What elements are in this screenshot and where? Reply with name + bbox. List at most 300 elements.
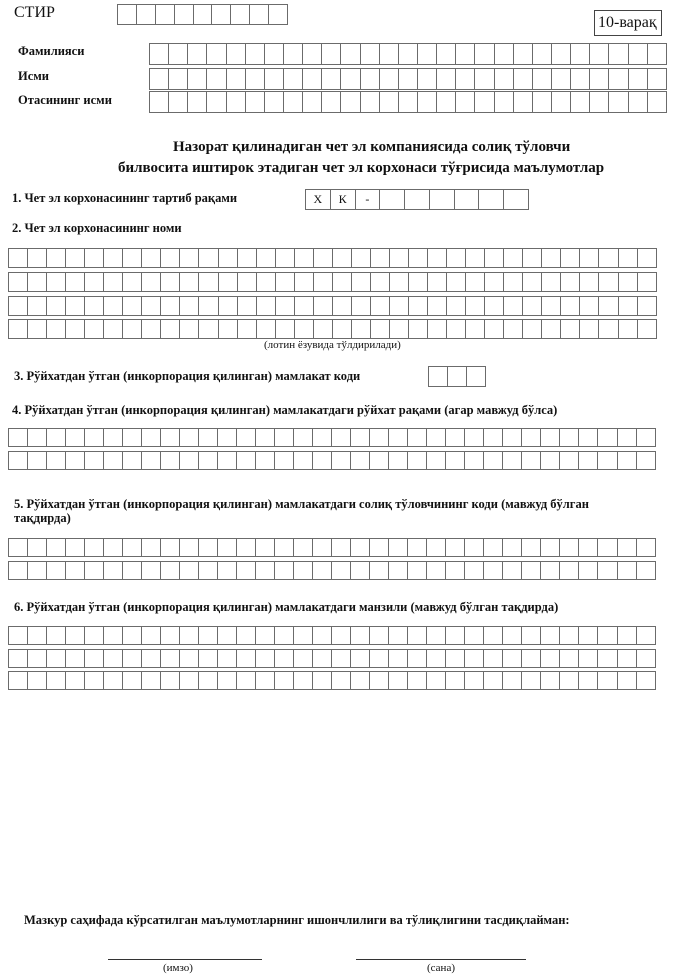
input-cell[interactable] bbox=[465, 319, 485, 339]
input-cell[interactable] bbox=[578, 671, 598, 690]
input-cell[interactable] bbox=[426, 626, 446, 645]
input-cell[interactable] bbox=[445, 649, 465, 668]
input-cell[interactable] bbox=[313, 319, 333, 339]
input-cell[interactable] bbox=[408, 272, 428, 292]
input-cell[interactable] bbox=[436, 68, 456, 90]
field2-row2-cells[interactable] bbox=[8, 272, 657, 292]
input-cell[interactable] bbox=[27, 671, 47, 690]
input-cell[interactable] bbox=[46, 451, 66, 470]
input-cell[interactable] bbox=[578, 428, 598, 447]
input-cell[interactable] bbox=[274, 428, 294, 447]
input-cell[interactable] bbox=[636, 626, 656, 645]
field5-row2-cells[interactable] bbox=[8, 561, 656, 580]
input-cell[interactable] bbox=[559, 428, 579, 447]
input-cell[interactable] bbox=[404, 189, 430, 210]
input-cell[interactable] bbox=[255, 649, 275, 668]
input-cell[interactable] bbox=[8, 428, 28, 447]
input-cell[interactable] bbox=[141, 538, 161, 557]
input-cell[interactable] bbox=[122, 248, 142, 268]
input-cell[interactable] bbox=[445, 671, 465, 690]
input-cell[interactable] bbox=[198, 428, 218, 447]
input-cell[interactable] bbox=[8, 649, 28, 668]
input-cell[interactable] bbox=[388, 649, 408, 668]
input-cell[interactable] bbox=[483, 451, 503, 470]
input-cell[interactable] bbox=[168, 68, 188, 90]
input-cell[interactable] bbox=[103, 538, 123, 557]
input-cell[interactable] bbox=[65, 319, 85, 339]
input-cell[interactable] bbox=[217, 626, 237, 645]
input-cell[interactable] bbox=[206, 43, 226, 65]
input-cell[interactable] bbox=[122, 428, 142, 447]
input-cell[interactable] bbox=[65, 248, 85, 268]
input-cell[interactable] bbox=[618, 248, 638, 268]
input-cell[interactable] bbox=[427, 272, 447, 292]
input-cell[interactable] bbox=[617, 671, 637, 690]
input-cell[interactable] bbox=[46, 272, 66, 292]
field2-row4-cells[interactable] bbox=[8, 319, 657, 339]
input-cell[interactable] bbox=[217, 671, 237, 690]
input-cell[interactable] bbox=[466, 366, 486, 387]
input-cell[interactable] bbox=[193, 4, 213, 25]
input-cell[interactable] bbox=[249, 4, 269, 25]
input-cell[interactable] bbox=[198, 272, 218, 292]
input-cell[interactable] bbox=[84, 671, 104, 690]
input-cell[interactable] bbox=[237, 248, 257, 268]
input-cell[interactable] bbox=[65, 561, 85, 580]
input-cell[interactable] bbox=[426, 671, 446, 690]
input-cell[interactable] bbox=[117, 4, 137, 25]
input-cell[interactable] bbox=[370, 248, 390, 268]
input-cell[interactable] bbox=[597, 561, 617, 580]
input-cell[interactable] bbox=[560, 319, 580, 339]
input-cell[interactable] bbox=[350, 428, 370, 447]
input-cell[interactable] bbox=[618, 319, 638, 339]
field4-row2-cells[interactable] bbox=[8, 451, 656, 470]
input-cell[interactable] bbox=[179, 561, 199, 580]
input-cell[interactable] bbox=[369, 671, 389, 690]
input-cell[interactable] bbox=[608, 43, 628, 65]
input-cell[interactable] bbox=[293, 538, 313, 557]
input-cell[interactable] bbox=[445, 538, 465, 557]
input-cell[interactable] bbox=[217, 428, 237, 447]
input-cell[interactable] bbox=[8, 296, 28, 316]
input-cell[interactable] bbox=[255, 428, 275, 447]
input-cell[interactable] bbox=[522, 248, 542, 268]
input-cell[interactable] bbox=[65, 649, 85, 668]
input-cell[interactable] bbox=[446, 319, 466, 339]
input-cell[interactable] bbox=[122, 319, 142, 339]
input-cell[interactable] bbox=[255, 671, 275, 690]
input-cell[interactable] bbox=[255, 538, 275, 557]
field6-row2-cells[interactable] bbox=[8, 649, 656, 668]
input-cell[interactable] bbox=[351, 248, 371, 268]
input-cell[interactable] bbox=[218, 319, 238, 339]
input-cell[interactable] bbox=[494, 68, 514, 90]
input-cell[interactable] bbox=[141, 649, 161, 668]
input-cell[interactable] bbox=[464, 538, 484, 557]
input-cell[interactable] bbox=[103, 626, 123, 645]
input-cell[interactable] bbox=[597, 649, 617, 668]
input-cell[interactable] bbox=[46, 248, 66, 268]
input-cell[interactable] bbox=[340, 91, 360, 113]
input-cell[interactable] bbox=[503, 272, 523, 292]
input-cell[interactable] bbox=[407, 428, 427, 447]
input-cell[interactable] bbox=[426, 451, 446, 470]
input-cell[interactable] bbox=[293, 428, 313, 447]
input-cell[interactable] bbox=[484, 319, 504, 339]
input-cell[interactable] bbox=[302, 68, 322, 90]
input-cell[interactable] bbox=[578, 626, 598, 645]
input-cell[interactable] bbox=[464, 649, 484, 668]
input-cell[interactable] bbox=[218, 272, 238, 292]
input-cell[interactable] bbox=[388, 626, 408, 645]
input-cell[interactable] bbox=[589, 91, 609, 113]
input-cell[interactable] bbox=[559, 626, 579, 645]
input-cell[interactable] bbox=[8, 561, 28, 580]
input-cell[interactable] bbox=[388, 428, 408, 447]
input-cell[interactable] bbox=[597, 538, 617, 557]
input-cell[interactable] bbox=[427, 248, 447, 268]
input-cell[interactable] bbox=[84, 428, 104, 447]
input-cell[interactable] bbox=[617, 561, 637, 580]
stir-input-cells[interactable] bbox=[117, 4, 288, 25]
input-cell[interactable] bbox=[332, 319, 352, 339]
input-cell[interactable] bbox=[141, 671, 161, 690]
input-cell[interactable] bbox=[8, 248, 28, 268]
field2-row3-cells[interactable] bbox=[8, 296, 657, 316]
input-cell[interactable] bbox=[331, 428, 351, 447]
input-cell[interactable] bbox=[103, 561, 123, 580]
input-cell[interactable] bbox=[217, 561, 237, 580]
input-cell[interactable] bbox=[198, 671, 218, 690]
input-cell[interactable] bbox=[274, 626, 294, 645]
input-cell[interactable] bbox=[103, 649, 123, 668]
input-cell[interactable] bbox=[331, 561, 351, 580]
input-cell[interactable] bbox=[283, 68, 303, 90]
input-cell[interactable] bbox=[579, 248, 599, 268]
input-cell[interactable] bbox=[541, 296, 561, 316]
input-cell[interactable] bbox=[484, 248, 504, 268]
input-cell[interactable] bbox=[464, 451, 484, 470]
input-cell[interactable] bbox=[283, 43, 303, 65]
input-cell[interactable] bbox=[637, 296, 657, 316]
input-cell[interactable] bbox=[275, 248, 295, 268]
input-cell[interactable] bbox=[560, 248, 580, 268]
input-cell[interactable] bbox=[360, 43, 380, 65]
input-cell[interactable] bbox=[179, 649, 199, 668]
input-cell[interactable] bbox=[293, 561, 313, 580]
input-cell[interactable] bbox=[179, 428, 199, 447]
input-cell[interactable] bbox=[198, 319, 218, 339]
input-cell[interactable] bbox=[198, 649, 218, 668]
input-cell[interactable] bbox=[46, 626, 66, 645]
input-cell[interactable] bbox=[27, 538, 47, 557]
input-cell[interactable] bbox=[350, 649, 370, 668]
input-cell[interactable] bbox=[360, 91, 380, 113]
input-cell[interactable] bbox=[445, 428, 465, 447]
input-cell[interactable] bbox=[122, 296, 142, 316]
input-cell[interactable] bbox=[226, 43, 246, 65]
input-cell[interactable] bbox=[455, 68, 475, 90]
input-cell[interactable] bbox=[369, 649, 389, 668]
input-cell[interactable] bbox=[312, 428, 332, 447]
input-cell[interactable] bbox=[636, 428, 656, 447]
input-cell[interactable] bbox=[522, 272, 542, 292]
input-cell[interactable] bbox=[236, 626, 256, 645]
input-cell[interactable] bbox=[160, 538, 180, 557]
input-cell[interactable] bbox=[274, 538, 294, 557]
input-cell[interactable] bbox=[155, 4, 175, 25]
input-cell[interactable] bbox=[283, 91, 303, 113]
input-cell[interactable] bbox=[559, 671, 579, 690]
input-cell[interactable] bbox=[294, 248, 314, 268]
input-cell[interactable] bbox=[637, 248, 657, 268]
input-cell[interactable] bbox=[407, 626, 427, 645]
input-cell[interactable] bbox=[474, 68, 494, 90]
input-cell[interactable] bbox=[274, 649, 294, 668]
input-cell[interactable] bbox=[103, 319, 123, 339]
input-cell[interactable] bbox=[293, 626, 313, 645]
input-cell[interactable] bbox=[294, 319, 314, 339]
input-cell[interactable] bbox=[407, 561, 427, 580]
input-cell[interactable] bbox=[237, 272, 257, 292]
input-cell[interactable] bbox=[198, 561, 218, 580]
input-cell[interactable] bbox=[27, 561, 47, 580]
input-cell[interactable] bbox=[179, 671, 199, 690]
input-cell[interactable] bbox=[578, 538, 598, 557]
input-cell[interactable] bbox=[275, 319, 295, 339]
input-cell[interactable]: К bbox=[330, 189, 356, 210]
input-cell[interactable] bbox=[141, 319, 161, 339]
input-cell[interactable] bbox=[618, 272, 638, 292]
input-cell[interactable] bbox=[65, 296, 85, 316]
input-cell[interactable] bbox=[268, 4, 288, 25]
input-cell[interactable] bbox=[27, 451, 47, 470]
input-cell[interactable] bbox=[46, 428, 66, 447]
input-cell[interactable] bbox=[103, 248, 123, 268]
input-cell[interactable] bbox=[428, 366, 448, 387]
input-cell[interactable] bbox=[503, 319, 523, 339]
input-cell[interactable] bbox=[579, 272, 599, 292]
input-cell[interactable] bbox=[389, 319, 409, 339]
input-cell[interactable] bbox=[647, 91, 667, 113]
input-cell[interactable] bbox=[256, 248, 276, 268]
input-cell[interactable] bbox=[226, 91, 246, 113]
input-cell[interactable] bbox=[313, 272, 333, 292]
surname-input-cells[interactable] bbox=[149, 43, 667, 65]
input-cell[interactable] bbox=[103, 296, 123, 316]
input-cell[interactable] bbox=[540, 671, 560, 690]
input-cell[interactable] bbox=[256, 272, 276, 292]
input-cell[interactable] bbox=[160, 248, 180, 268]
input-cell[interactable] bbox=[484, 296, 504, 316]
input-cell[interactable] bbox=[483, 538, 503, 557]
input-cell[interactable] bbox=[332, 248, 352, 268]
input-cell[interactable] bbox=[8, 671, 28, 690]
input-cell[interactable] bbox=[198, 538, 218, 557]
input-cell[interactable] bbox=[617, 649, 637, 668]
input-cell[interactable] bbox=[598, 319, 618, 339]
input-cell[interactable] bbox=[559, 538, 579, 557]
input-cell[interactable] bbox=[483, 671, 503, 690]
input-cell[interactable] bbox=[388, 561, 408, 580]
input-cell[interactable] bbox=[578, 649, 598, 668]
input-cell[interactable] bbox=[65, 428, 85, 447]
input-cell[interactable] bbox=[636, 671, 656, 690]
input-cell[interactable] bbox=[407, 671, 427, 690]
input-cell[interactable] bbox=[332, 272, 352, 292]
input-cell[interactable] bbox=[388, 451, 408, 470]
input-cell[interactable] bbox=[541, 319, 561, 339]
input-cell[interactable] bbox=[521, 538, 541, 557]
input-cell[interactable] bbox=[264, 68, 284, 90]
input-cell[interactable] bbox=[513, 43, 533, 65]
input-cell[interactable] bbox=[369, 626, 389, 645]
input-cell[interactable] bbox=[27, 296, 47, 316]
input-cell[interactable] bbox=[217, 451, 237, 470]
input-cell[interactable]: Х bbox=[305, 189, 331, 210]
input-cell[interactable] bbox=[293, 649, 313, 668]
input-cell[interactable] bbox=[407, 649, 427, 668]
input-cell[interactable] bbox=[294, 272, 314, 292]
input-cell[interactable] bbox=[388, 671, 408, 690]
input-cell[interactable] bbox=[84, 296, 104, 316]
input-cell[interactable] bbox=[168, 43, 188, 65]
input-cell[interactable] bbox=[230, 4, 250, 25]
input-cell[interactable] bbox=[149, 91, 169, 113]
input-cell[interactable] bbox=[8, 626, 28, 645]
input-cell[interactable] bbox=[103, 272, 123, 292]
input-cell[interactable] bbox=[65, 626, 85, 645]
input-cell[interactable] bbox=[46, 649, 66, 668]
input-cell[interactable] bbox=[628, 43, 648, 65]
input-cell[interactable] bbox=[236, 561, 256, 580]
input-cell[interactable] bbox=[617, 451, 637, 470]
input-cell[interactable] bbox=[427, 319, 447, 339]
input-cell[interactable] bbox=[84, 451, 104, 470]
patronymic-input-cells[interactable] bbox=[149, 91, 667, 113]
input-cell[interactable] bbox=[370, 296, 390, 316]
field6-row3-cells[interactable] bbox=[8, 671, 656, 690]
input-cell[interactable] bbox=[369, 451, 389, 470]
input-cell[interactable] bbox=[331, 626, 351, 645]
input-cell[interactable] bbox=[608, 91, 628, 113]
input-cell[interactable] bbox=[637, 272, 657, 292]
input-cell[interactable] bbox=[321, 68, 341, 90]
input-cell[interactable] bbox=[484, 272, 504, 292]
input-cell[interactable] bbox=[236, 538, 256, 557]
input-cell[interactable] bbox=[598, 272, 618, 292]
input-cell[interactable] bbox=[8, 451, 28, 470]
field4-row1-cells[interactable] bbox=[8, 428, 656, 447]
input-cell[interactable] bbox=[445, 626, 465, 645]
input-cell[interactable] bbox=[160, 671, 180, 690]
input-cell[interactable] bbox=[122, 451, 142, 470]
input-cell[interactable] bbox=[198, 451, 218, 470]
input-cell[interactable] bbox=[426, 538, 446, 557]
input-cell[interactable] bbox=[379, 189, 405, 210]
input-cell[interactable] bbox=[331, 451, 351, 470]
input-cell[interactable] bbox=[294, 296, 314, 316]
input-cell[interactable] bbox=[417, 43, 437, 65]
input-cell[interactable] bbox=[293, 671, 313, 690]
input-cell[interactable] bbox=[65, 671, 85, 690]
input-cell[interactable] bbox=[617, 626, 637, 645]
input-cell[interactable] bbox=[379, 43, 399, 65]
input-cell[interactable] bbox=[160, 319, 180, 339]
input-cell[interactable] bbox=[264, 43, 284, 65]
input-cell[interactable] bbox=[122, 561, 142, 580]
input-cell[interactable] bbox=[408, 296, 428, 316]
input-cell[interactable] bbox=[331, 671, 351, 690]
input-cell[interactable] bbox=[637, 319, 657, 339]
input-cell[interactable] bbox=[122, 649, 142, 668]
input-cell[interactable] bbox=[502, 538, 522, 557]
input-cell[interactable] bbox=[122, 272, 142, 292]
input-cell[interactable] bbox=[417, 91, 437, 113]
input-cell[interactable] bbox=[521, 626, 541, 645]
input-cell[interactable] bbox=[483, 649, 503, 668]
input-cell[interactable] bbox=[522, 319, 542, 339]
input-cell[interactable] bbox=[245, 43, 265, 65]
input-cell[interactable] bbox=[141, 296, 161, 316]
input-cell[interactable] bbox=[141, 561, 161, 580]
input-cell[interactable] bbox=[369, 561, 389, 580]
input-cell[interactable] bbox=[331, 538, 351, 557]
input-cell[interactable] bbox=[217, 649, 237, 668]
input-cell[interactable] bbox=[321, 43, 341, 65]
input-cell[interactable] bbox=[521, 649, 541, 668]
input-cell[interactable] bbox=[559, 649, 579, 668]
input-cell[interactable] bbox=[8, 538, 28, 557]
input-cell[interactable] bbox=[560, 296, 580, 316]
input-cell[interactable] bbox=[465, 248, 485, 268]
input-cell[interactable] bbox=[160, 451, 180, 470]
input-cell[interactable] bbox=[350, 538, 370, 557]
input-cell[interactable] bbox=[84, 248, 104, 268]
input-cell[interactable] bbox=[465, 272, 485, 292]
input-cell[interactable] bbox=[478, 189, 504, 210]
input-cell[interactable] bbox=[522, 296, 542, 316]
input-cell[interactable] bbox=[398, 43, 418, 65]
input-cell[interactable] bbox=[141, 626, 161, 645]
input-cell[interactable] bbox=[84, 538, 104, 557]
input-cell[interactable] bbox=[350, 451, 370, 470]
input-cell[interactable] bbox=[429, 189, 455, 210]
input-cell[interactable] bbox=[84, 272, 104, 292]
input-cell[interactable] bbox=[293, 451, 313, 470]
input-cell[interactable] bbox=[136, 4, 156, 25]
input-cell[interactable] bbox=[398, 68, 418, 90]
input-cell[interactable] bbox=[551, 91, 571, 113]
input-cell[interactable] bbox=[502, 671, 522, 690]
input-cell[interactable] bbox=[312, 451, 332, 470]
input-cell[interactable] bbox=[446, 272, 466, 292]
input-cell[interactable] bbox=[464, 671, 484, 690]
input-cell[interactable] bbox=[65, 538, 85, 557]
input-cell[interactable] bbox=[636, 649, 656, 668]
input-cell[interactable] bbox=[160, 296, 180, 316]
input-cell[interactable] bbox=[483, 561, 503, 580]
input-cell[interactable] bbox=[237, 296, 257, 316]
input-cell[interactable] bbox=[312, 649, 332, 668]
input-cell[interactable] bbox=[160, 561, 180, 580]
input-cell[interactable] bbox=[578, 561, 598, 580]
input-cell[interactable] bbox=[388, 538, 408, 557]
input-cell[interactable] bbox=[84, 649, 104, 668]
input-cell[interactable] bbox=[532, 68, 552, 90]
input-cell[interactable] bbox=[521, 561, 541, 580]
